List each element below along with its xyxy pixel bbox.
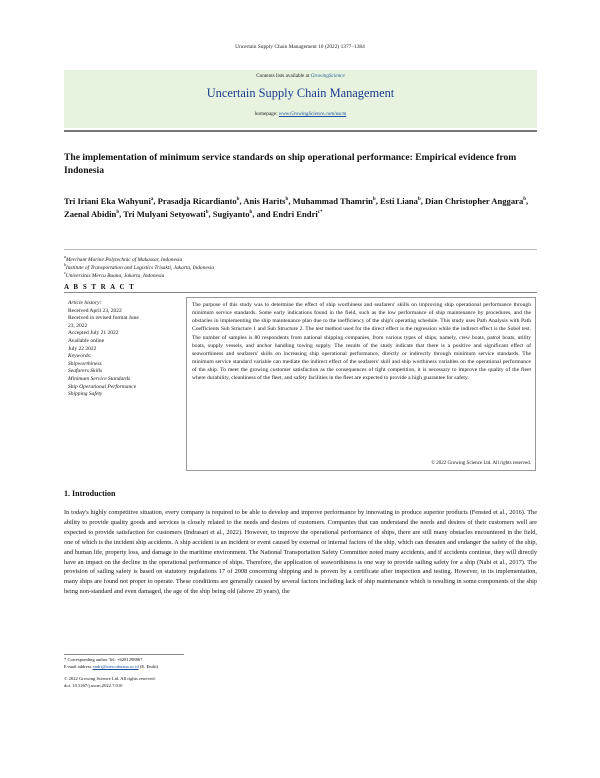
paper-title: The implementation of minimum service standards on ship operational performance: Empirical evidence from Indonesia	[64, 152, 517, 176]
abstract-text: The purpose of this study was to determine the effect of ship worthiness and seafarers' skills on improving ship operational performance through minimum service standards. Some early indications found in the field, such as the low performance of ship maintenance by procedures, and the obstacles in implementing the ship maintenance plan due to the inefficiency of the ship's operating schedule. This study uses Path Analysis with Path Coefficients Sub Structure 1 and Sub Structure 2. The test method used for the direct effect is the regression while the indirect effect is the Sobel test. The number of samples is 80 respondents from national shipping companies, from various types of ships, namely, crew boats, patrol boats, utility boats, supply vessels, and anchor handling towing supply. The results of the study indicate that there is a positive and significant effect of seaworthiness and seafarers' skills on increasing ship operational performance, directly or indirectly through minimum service standards. The minimum service standard variable can mediate the indirect effect of the seafarers' skill and ship worthiness variables on the operational performance of the ship. To meet the growing customer satisfaction as the consequences of tight competition, it is necessary to improve the quality of the fleet where durability, cleanliness of the fleet, and safety facilities in the fleet are expected to provide a high guarantee for safety.	[192, 302, 531, 382]
affiliation-rule	[64, 249, 537, 250]
abstract-heading: A B S T R A C T	[64, 283, 136, 291]
abstract-copyright: © 2022 Growing Science Ltd. All rights reserved.	[431, 461, 531, 466]
online-label: Available online	[68, 337, 105, 344]
footnote-corresponding: * Corresponding author Tel: +6281298867	[64, 657, 143, 662]
author-list: Tri Iriani Eka Wahyuni$^a$, Prasadja Ricardianto$^b$, Anis Harits$^b$, Muhammad Thamrin$^b$, Esti Liana$^b$, Dian Christopher Anggara$^b$, Zaenal Abidin$^b$, Tri Mulyani Setyowati$^b$, Sugiyanto$^b$, and Endri Endri$^{c*}$	[64, 195, 529, 220]
author: Endri Endri$^{c*}$	[272, 209, 323, 220]
publisher-link[interactable]: GrowingScience	[310, 73, 345, 79]
keyword: Shipworthiness	[68, 360, 102, 367]
keyword: Shipping Safety	[68, 391, 103, 398]
revised-date-cont: 23, 2022	[68, 322, 88, 329]
footnote-copyright: © 2022 Growing Science Ltd. All rights reserved.	[64, 676, 156, 681]
author: Zaenal Abidin$^b$	[64, 209, 120, 220]
author: Tri Mulyani Setyowati$^b$	[123, 209, 209, 220]
affiliation: $^c$Universitas Mercu Buana, Jakarta, Indonesia	[64, 271, 165, 279]
availability-prefix: Contents lists available at	[256, 73, 310, 79]
homepage-line	[64, 111, 537, 117]
intro-paragraph: In today's highly competitive situation, every company is required to be able to develop and improve performance by innovating to produce superior products (Fensted et al., 2016). The ability to provide quality goods and services is closely related to the needs and desires of customers. Companies that can understand the needs and desires of their customers well are expected to provide satisfaction for customers (Indrasari et al., 2022). However, to improve the operational performance of ships, there are still many obstacles encountered in the field, one of which is the incident ship accidents. A ship accident is an incident or event caused by external or internal factors of the ship, which can threaten and endanger the safety of the ship, and human life, property loss, and damage to the maritime environment. The National Transportation Safety Committee noted many accidents, and if accidents continue, they will directly have an impact on the decline in the operational performance of ships. Therefore, the application of seaworthiness is one way to provide sailing safety for a ship (Nabi et al., 2017). The provision of sailing safety is based on statutory regulations 17 of 2008 concerning shipping and is proven by a certificate after inspection and testing. However, in its implementation, many ships are found not proper to operate. These conditions are generally caused by several factors including lack of ship maintenance which is resulting in some components of the ship being non-standard and even damaged, the age of the ship being old (above 20 years), the	[64, 509, 537, 596]
footnote-rule	[64, 654, 184, 655]
author: Muhammad Thamrin$^b$	[292, 195, 376, 206]
email-suffix: (E. Endri)	[139, 664, 159, 669]
email-link[interactable]: endri@mercubuana.ac.id	[92, 664, 139, 669]
author: Tri Iriani Eka Wahyuni$^a$	[64, 195, 154, 206]
author: Anis Harits$^b$	[243, 195, 289, 206]
keyword: Minimum Service Standards	[68, 375, 131, 382]
email-label: E-mail address	[64, 664, 92, 669]
section-heading: 1. Introduction	[64, 489, 116, 498]
author: Sugiyanto$^b$	[212, 209, 253, 220]
keywords-label: Keywords:	[68, 353, 92, 360]
affiliation: $^a$Merchant Marine Polytechnic of Makassar, Indonesia	[64, 255, 183, 263]
footnote-email	[64, 664, 158, 671]
keyword: Seafarers Skills	[68, 368, 103, 375]
history-label: Article history:	[68, 300, 102, 306]
affiliation: $^b$Institute of Transportation and Logistics Trisakti, Jakarta, Indonesia	[64, 263, 215, 271]
revised-date: Received in revised format June	[68, 315, 139, 322]
banner-rule	[64, 130, 537, 132]
keyword: Ship Operational Performance	[68, 383, 137, 390]
journal-title: Uncertain Supply Chain Management	[206, 86, 395, 100]
author: Dian Christopher Anggara$^b$	[425, 195, 527, 206]
author: Esti Liana$^b$	[380, 195, 421, 206]
received-date: Received April 23, 2022	[68, 307, 122, 314]
article-info	[68, 300, 180, 399]
accepted-date: Accepted July 21 2022	[68, 330, 119, 337]
online-date: July 22 2022	[68, 345, 97, 352]
homepage-link[interactable]: www.GrowingScience.com/uscm	[278, 111, 347, 117]
footnote-doi: doi: 10.5267/j.uscm.2022.7.010	[64, 683, 123, 688]
running-head: Uncertain Supply Chain Management 10 (2022) 1377–1384	[235, 44, 365, 50]
author: Prasadja Ricardianto$^b$	[157, 195, 240, 206]
abstract-rule	[64, 292, 537, 293]
homepage-label: homepage:	[254, 111, 278, 117]
availability-line	[64, 73, 537, 79]
